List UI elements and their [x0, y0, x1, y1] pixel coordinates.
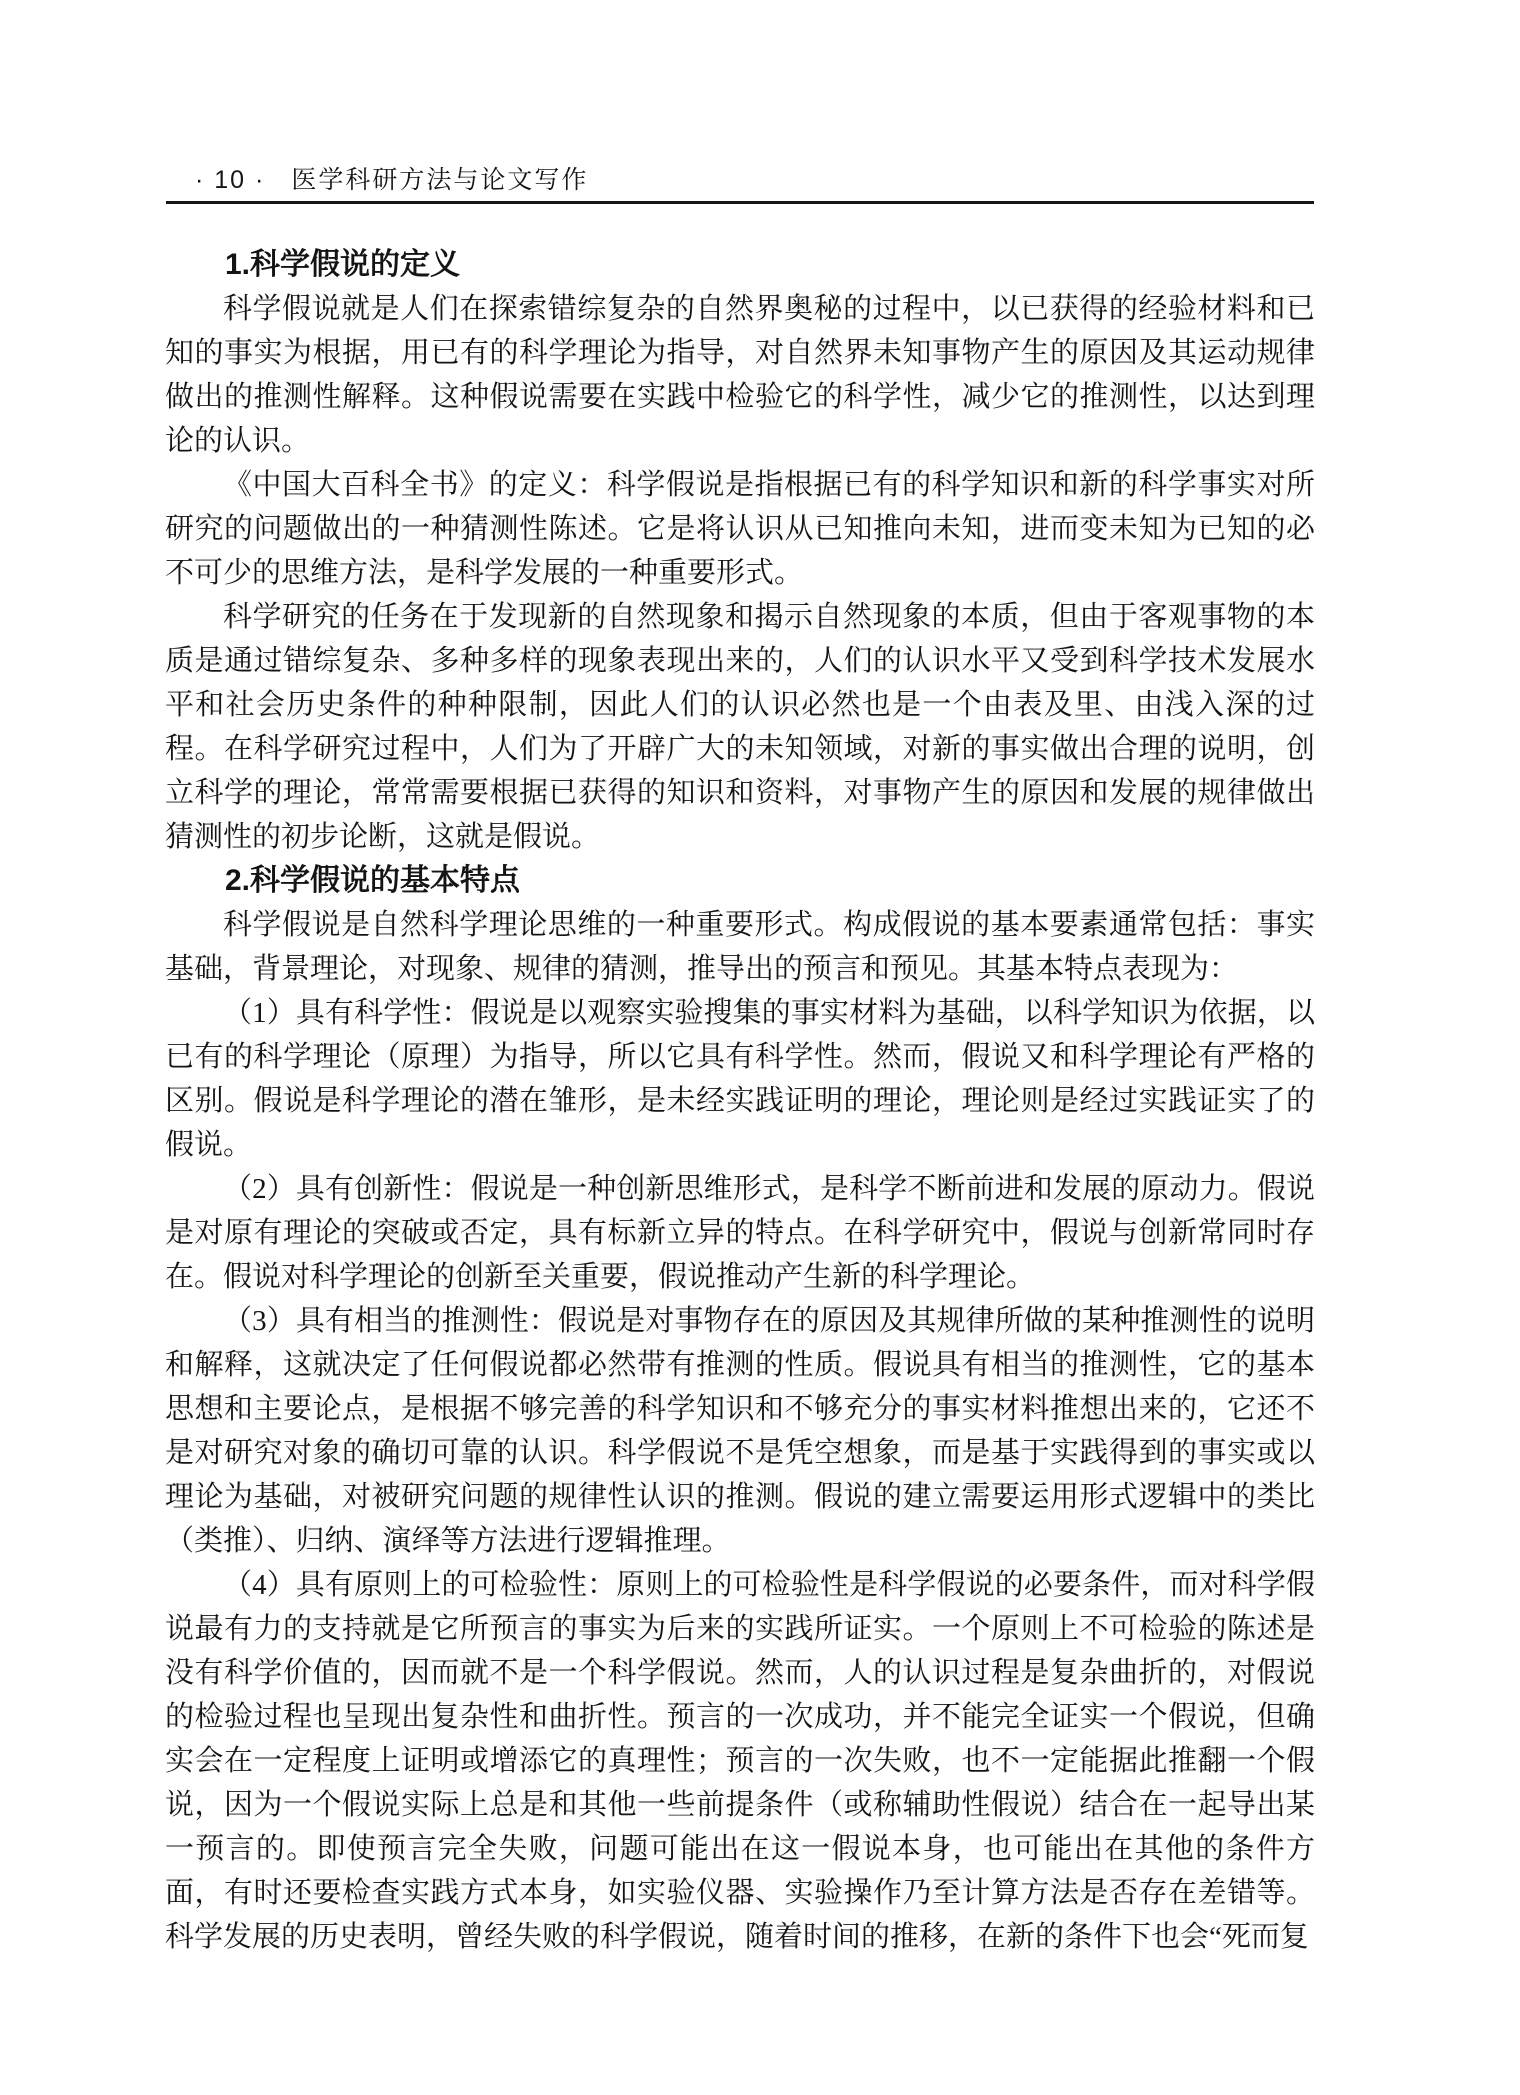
paragraph: 《中国大百科全书》的定义：科学假说是指根据已有的科学知识和新的科学事实对所研究的问题做出的一种猜测性陈述。它是将认识从已知推向未知，进而变未知为已知的必不可少的思维方法，是科学发展的一种重要形式。 [165, 469, 1315, 589]
paragraph: （1）具有科学性：假说是以观察实验搜集的事实材料为基础，以科学知识为依据，以已有的科学理论（原理）为指导，所以它具有科学性。然而，假说又和科学理论有严格的区别。假说是科学理论的潜在雏形，是未经实践证明的理论，理论则是经过实践证实了的假说。 [165, 997, 1315, 1161]
paragraph: 科学研究的任务在于发现新的自然现象和揭示自然现象的本质，但由于客观事物的本质是通过错综复杂、多种多样的现象表现出来的，人们的认识水平又受到科学技术发展水平和社会历史条件的种种限制，因此人们的认识必然也是一个由表及里、由浅入深的过程。在科学研究过程中，人们为了开辟广大的未知领域，对新的事实做出合理的说明，创立科学的理论，常常需要根据已获得的知识和资料，对事物产生的原因和发展的规律做出猜测性的初步论断，这就是假说。 [165, 601, 1315, 853]
paragraph: （4）具有原则上的可检验性：原则上的可检验性是科学假说的必要条件，而对科学假说最有力的支持就是它所预言的事实为后来的实践所证实。一个原则上不可检验的陈述是没有科学价值的，因而就不是一个科学假说。然而，人的认识过程是复杂曲折的，对假说的检验过程也呈现出复杂性和曲折性。预言的一次成功，并不能完全证实一个假说，但确实会在一定程度上证明或增添它的真理性；预言的一次失败，也不一定能据此推翻一个假说，因为一个假说实际上总是和其他一些前提条件（或称辅助性假说）结合在一起导出某一预言的。即使预言完全失败，问题可能出在这一假说本身，也可能出在其他的条件方面，有时还要检查实践方式本身，如实验仪器、实验操作乃至计算方法是否存在差错等。科学发展的历史表明，曾经失败的科学假说，随着时间的推移，在新的条件下也会“死而复 [165, 1569, 1315, 1953]
paragraph: 科学假说是自然科学理论思维的一种重要形式。构成假说的基本要素通常包括：事实基础，背景理论，对现象、规律的猜测，推导出的预言和预见。其基本特点表现为： [165, 909, 1315, 985]
paragraph: （2）具有创新性：假说是一种创新思维形式，是科学不断前进和发展的原动力。假说是对原有理论的突破或否定，具有标新立异的特点。在科学研究中，假说与创新常同时存在。假说对科学理论的创新至关重要，假说推动产生新的科学理论。 [165, 1173, 1315, 1293]
header-divider [166, 201, 1314, 204]
section-heading: 2.科学假说的基本特点 [225, 864, 521, 897]
paragraph: （3）具有相当的推测性：假说是对事物存在的原因及其规律所做的某种推测性的说明和解释，这就决定了任何假说都必然带有推测的性质。假说具有相当的推测性，它的基本思想和主要论点，是根据不够完善的科学知识和不够充分的事实材料推想出来的，它还不是对研究对象的确切可靠的认识。科学假说不是凭空想象，而是基于实践得到的事实或以理论为基础，对被研究问题的规律性认识的推测。假说的建立需要运用形式逻辑中的类比（类推）、归纳、演绎等方法进行逻辑推理。 [165, 1305, 1315, 1557]
paragraph: 科学假说就是人们在探索错综复杂的自然界奥秘的过程中，以已获得的经验材料和已知的事实为根据，用已有的科学理论为指导，对自然界未知事物产生的原因及其运动规律做出的推测性解释。这种假说需要在实践中检验它的科学性，减少它的推测性，以达到理论的认识。 [165, 293, 1315, 457]
page-header [195, 160, 588, 196]
page-content [165, 243, 1315, 1959]
page-number: · 10 · [195, 166, 266, 194]
section-heading: 1.科学假说的定义 [225, 248, 461, 281]
book-title: 医学科研方法与论文写作 [291, 166, 589, 194]
